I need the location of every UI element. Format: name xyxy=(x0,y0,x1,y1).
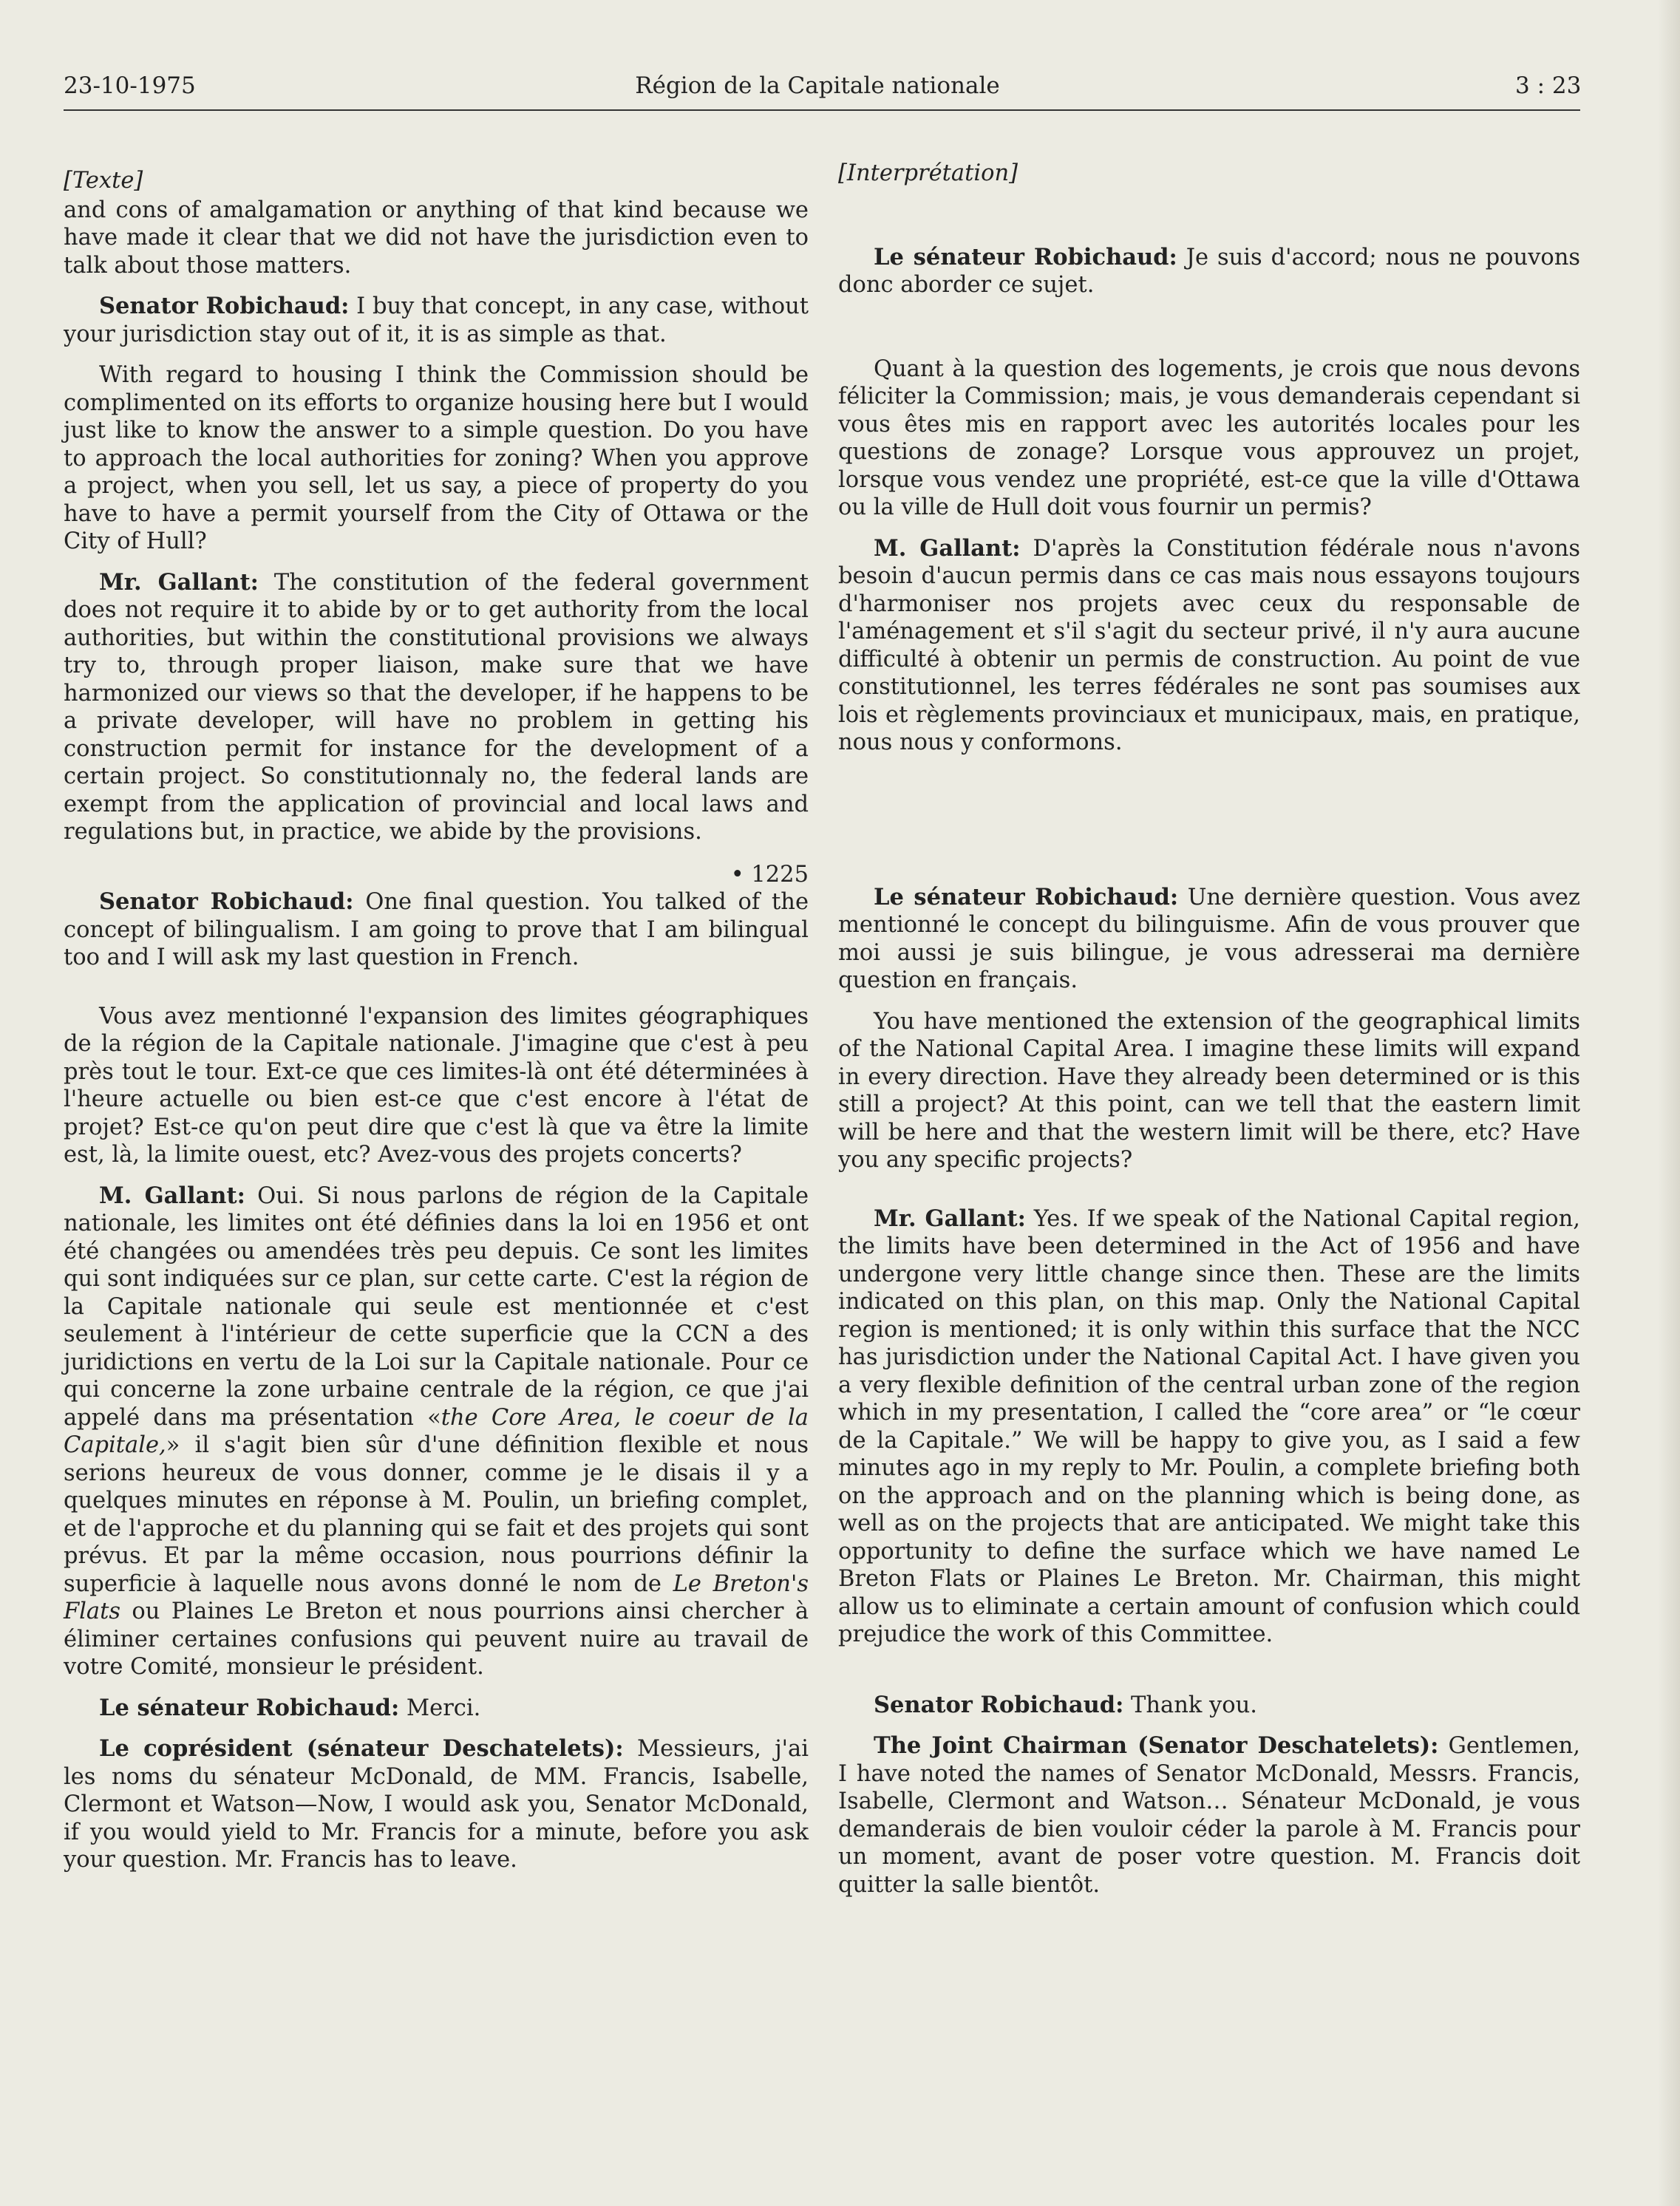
right-paragraph-5: You have mentioned the extension of the geographical limits of the National Capital Area. I imagine these limits will expand in every direction. Have they already been determined or is this still a project? At this point, can we tell that the eastern limit will be here and that the western limit will be there, etc? Have you any specific projects? xyxy=(838,1008,1580,1173)
page-edge-shadow xyxy=(1658,0,1680,2206)
speaker: Le sénateur Robichaud: xyxy=(874,243,1177,270)
right-paragraph-6 xyxy=(838,1205,1580,1649)
speaker: Le coprésident (sénateur Deschatelets): xyxy=(99,1735,624,1762)
speaker: Senator Robichaud: xyxy=(874,1691,1124,1718)
speech: » il s'agit bien sûr d'une définition flexible et nous serions heureux de vous donner, comme je le disais il y a quelques minutes en réponse à M. Poulin, un briefing complet, et de l'approche et du planning qui se fait et des projets qui sont prévus. Et par la même occasion, nous pourrions définir la superficie à laquelle nous avons donné le nom de xyxy=(64,1432,809,1597)
header-page-number: 3 : 23 xyxy=(1515,72,1582,99)
left-paragraph-4 xyxy=(64,569,809,846)
speaker: Mr. Gallant: xyxy=(874,1205,1026,1232)
right-paragraph-1 xyxy=(838,244,1580,299)
left-paragraph-8 xyxy=(64,1695,809,1723)
left-column xyxy=(64,167,809,1874)
header-rule xyxy=(64,109,1580,111)
right-paragraph-4 xyxy=(838,884,1580,995)
header-title: Région de la Capitale nationale xyxy=(635,72,1000,99)
speech: I buy that concept, in any case, without your jurisdiction stay out of it, it is as simple as that. xyxy=(64,293,809,347)
speaker: M. Gallant: xyxy=(874,534,1021,562)
header-date: 23-10-1975 xyxy=(64,72,196,99)
speaker: Le sénateur Robichaud: xyxy=(874,883,1179,910)
speaker: Le sénateur Robichaud: xyxy=(99,1694,400,1721)
right-paragraph-2: Quant à la question des logements, je crois que nous devons féliciter la Commission; mais, je vous demanderais cependant si vous êtes mis en rapport avec les autorités locales pour les questions de zonage? Lorsque vous approuvez un projet, lorsque vous vendez une propriété, est-ce que la ville d'Ottawa ou la ville de Hull doit vous fournir un permis? xyxy=(838,355,1580,520)
speech: D'après la Constitution fédérale nous n'avons besoin d'aucun permis dans ce cas mais nous essayons toujours d'harmoniser nos projets avec ceux du responsable de l'aménagement et s'il s'agit du secteur privé, il n'y aura aucune difficulté à obtenir un permis de construction. Au point de vue constitutionnel, les terres fédérales ne sont pas soumises aux lois et règlements provinciaux et municipaux, mais, en pratique, nous nous y conformons. xyxy=(838,535,1581,755)
speech: Une dernière question. Vous avez mentionné le concept du bilinguisme. Afin de vous prouver que moi aussi je suis bilingue, je vous adresserai ma dernière question en français. xyxy=(838,884,1580,993)
italic-term: Le Breton's Flats xyxy=(64,1570,809,1624)
left-paragraph-9 xyxy=(64,1735,809,1874)
speech: One final question. You talked of the concept of bilingualism. I am going to prove that I am bilingual too and I will ask my last question in French. xyxy=(64,889,809,970)
speaker: Senator Robichaud: xyxy=(99,888,354,915)
left-paragraph-5 xyxy=(64,888,809,972)
speaker: Senator Robichaud: xyxy=(99,293,350,319)
speech: ou Plaines Le Breton et nous pourrions ainsi chercher à éliminer certaines confusions qui peuvent nuire au travail de votre Comité, monsieur le président. xyxy=(64,1599,809,1680)
speech: Merci. xyxy=(399,1695,481,1721)
left-paragraph-6: Vous avez mentionné l'expansion des limites géographiques de la région de la Capitale nationale. J'imagine que c'est à peu près tout le tour. Ext-ce que ces limites-là ont été déterminées à l'heure actuelle ou bien est-ce que c'est encore à l'état de projet? Est-ce qu'on peut dire que c'est là que va être la limite est, là, la limite ouest, etc? Avez-vous des projets concerts? xyxy=(64,1003,809,1168)
speaker: The Joint Chairman (Senator Deschatelets): xyxy=(874,1732,1439,1759)
left-column-tag: [Texte] xyxy=(64,168,143,194)
right-column xyxy=(838,160,1580,1899)
italic-term: the Core Area, le coeur de la Capitale, xyxy=(64,1404,809,1458)
left-paragraph-1: and cons of amalgamation or anything of that kind because we have made it clear that we did not have the jurisdiction even to talk about those matters. xyxy=(64,197,809,279)
right-paragraph-8 xyxy=(838,1732,1580,1899)
right-column-tag: [Interprétation] xyxy=(838,160,1018,186)
speaker: M. Gallant: xyxy=(99,1182,245,1209)
left-paragraph-7 xyxy=(64,1182,809,1681)
left-paragraph-2 xyxy=(64,293,809,348)
time-marker: • 1225 xyxy=(730,861,809,888)
speech: Thank you. xyxy=(1123,1692,1257,1718)
left-paragraph-3: With regard to housing I think the Commission should be complimented on its efforts to organize housing here but I would just like to know the answer to a simple question. Do you have to approach the local authorities for zoning? When you approve a project, when you sell, let us say, a piece of property do you have to have a permit yourself from the City of Ottawa or the City of Hull? xyxy=(64,362,809,554)
speaker: Mr. Gallant: xyxy=(99,568,259,596)
speech: Je suis d'accord; nous ne pouvons donc aborder ce sujet. xyxy=(838,244,1580,298)
speech: Messieurs, j'ai les noms du sénateur McDonald, de MM. Francis, Isabelle, Clermont et Watson—Now, I would ask you, Senator McDonald, if you would yield to Mr. Francis for a minute, before you ask your question. Mr. Francis has to leave. xyxy=(64,1736,809,1873)
speech: Oui. Si nous parlons de région de la Capitale nationale, les limites ont été définies dans la loi en 1956 et ont été changées ou amendées très peu depuis. Ce sont les limites qui sont indiquées sur ce plan, sur cette carte. C'est la région de la Capitale nationale qui seule est mentionnée et c'est seulement à l'intérieur de cette superficie que la CCN a des juridictions en vertu de la Loi sur la Capitale nationale. Pour ce qui concerne la zone urbaine centrale de la région, ce que j'ai appelé dans ma présentation « xyxy=(64,1182,809,1431)
speech: The constitution of the federal government does not require it to abide by or to get authority from the local authorities, but within the constitutional provisions we always try to, through proper liaison, make sure that we have harmonized our views so that the developer, if he happens to be a private developer, will have no problem in getting his construction permit for instance for the development of a certain project. So constitutionnaly no, the federal lands are exempt from the application of provincial and local laws and regulations but, in practice, we abide by the provisions. xyxy=(64,569,809,845)
right-paragraph-3 xyxy=(838,535,1580,757)
speech: Gentlemen, I have noted the names of Senator McDonald, Messrs. Francis, Isabelle, Clermont and Watson… Sénateur McDonald, je vous demanderais de bien vouloir céder la parole à M. Francis pour un moment, avant de poser votre question. M. Francis doit quitter la salle bientôt. xyxy=(838,1733,1580,1898)
right-paragraph-7 xyxy=(838,1692,1580,1720)
speech: Yes. If we speak of the National Capital region, the limits have been determined in the Act of 1956 and have undergone very little change since then. These are the limits indicated on this plan, on this map. Only the National Capital region is mentioned; it is only within this surface that the NCC has jurisdiction under the National Capital Act. I have given you a very flexible definition of the central urban zone of the region which in my presentation, I called the “core area” or “le cœur de la Capitale.” We will be happy to give you, as I said a few minutes ago in my reply to Mr. Poulin, a complete briefing both on the approach and on the planning which is being done, as well as on the projects that are anticipated. We might take this opportunity to define the surface which we have named Le Breton Flats or Plaines Le Breton. Mr. Chairman, this might allow us to eliminate a certain amount of confusion which could prejudice the work of this Committee. xyxy=(838,1205,1580,1647)
